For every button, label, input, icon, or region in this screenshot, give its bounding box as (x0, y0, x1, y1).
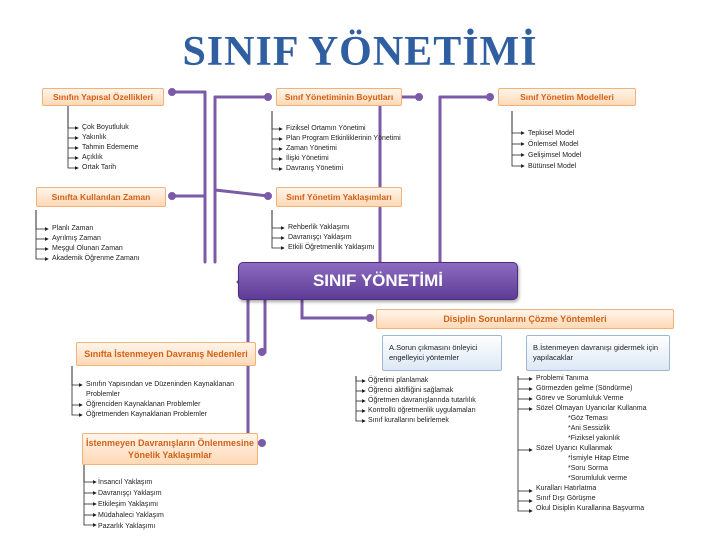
list-subitem: *Soru Sorma (568, 465, 609, 472)
node-yonetim-yaklasimlari: Sınıf Yönetim Yaklaşımları (276, 187, 402, 207)
list-item: İnsancıl Yaklaşım (98, 479, 153, 486)
list-item: Öğrenci aktifliğini sağlamak (368, 387, 454, 394)
list-subitem: *Sorumluluk verme (568, 475, 628, 482)
node-yonetim-boyutlari: Sınıf Yönetiminin Boyutları (276, 88, 402, 106)
list-item: Kuralları Hatırlatma (536, 485, 597, 492)
node-disiplin-yontemleri: Disiplin Sorunlarını Çözme Yöntemleri (376, 309, 674, 329)
list-item: Pazarlık Yaklaşımı (98, 523, 156, 530)
list-item: Sınıf kurallarını belirlemek (368, 417, 449, 424)
list-item: Önlemsel Model (528, 141, 579, 148)
list-item: Tahmin Edememe (82, 144, 139, 151)
list-subitem: *İsmiyle Hitap Etme (568, 455, 630, 462)
list-item: Sözel Olmayan Uyarıcılar Kullanma (536, 405, 647, 412)
list-item: Planlı Zaman (52, 225, 94, 232)
list-disiplin-b (536, 374, 647, 514)
list-item: İlişki Yönetimi (286, 155, 329, 162)
list-item: Öğretmen davranışlarında tutarlılık (368, 397, 476, 404)
list-item: Plan Program Etkinliklerinin Yönetimi (286, 135, 401, 142)
list-item: Fiziksel Ortamın Yönetimi (286, 125, 366, 132)
central-topic: SINIF YÖNETİMİ (238, 262, 518, 300)
list-item: Öğretimi planlamak (368, 377, 429, 384)
list-yapisal-ozellikler (82, 123, 138, 173)
list-item: Zaman Yönetimi (286, 145, 337, 152)
list-subitem: *Ani Sessizlik (568, 425, 611, 432)
node-yapisal-ozellikler: Sınıfın Yapısal Özellikleri (42, 88, 164, 106)
list-item: Öğretmenden Kaynaklanan Problemler (86, 411, 208, 418)
disiplin-a-box: A.Sorun çıkmasını önleyici engelleyici yöntemler (382, 335, 502, 371)
node-davranis-nedenleri: Sınıfta İstenmeyen Davranış Nedenleri (76, 342, 256, 366)
node-kullanilan-zaman: Sınıfta Kullanılan Zaman (36, 187, 166, 207)
list-item: Kontrollü öğretmenlik uygulamaları (368, 407, 476, 414)
list-subitem: *Göz Teması (568, 415, 608, 422)
list-item: Rehberlik Yaklaşımı (288, 224, 350, 231)
list-item: Öğrenciden Kaynaklanan Problemler (86, 401, 201, 408)
list-item: Etkili Öğretmenlik Yaklaşımı (288, 244, 375, 251)
list-item: Ortak Tarih (82, 164, 117, 171)
disiplin-b-box: B.İstenmeyen davranışı gidermek için yapılacaklar (526, 335, 670, 371)
list-item: Yakınlık (82, 134, 107, 141)
list-yonetim-yaklasimlari (288, 223, 375, 253)
list-subitem: *Fiziksel yakınlık (568, 435, 620, 442)
list-item: Müdahaleci Yaklaşım (98, 512, 164, 519)
list-yonetim-boyutlari (286, 124, 401, 174)
list-item: Davranışçı Yaklaşım (288, 234, 352, 241)
list-item: Meşgul Olunan Zaman (52, 245, 123, 252)
list-item: Bütünsel Model (528, 163, 577, 170)
list-item: Görev ve Sorumluluk Verme (536, 395, 624, 402)
list-item: Sınıfın Yapısından ve Düzeninden Kaynaklanan Problemler (86, 381, 235, 398)
list-item: Çok Boyutluluk (82, 124, 129, 131)
list-onleme-yaklasimlari (98, 477, 164, 532)
list-item: Problemi Tanıma (536, 375, 589, 382)
list-item: Tepkisel Model (528, 130, 575, 137)
list-item: Davranış Yönetimi (286, 165, 344, 172)
list-item: Davranışçı Yaklaşım (98, 490, 162, 497)
list-item: Gelişimsel Model (528, 152, 582, 159)
list-item: Ayrılmış Zaman (52, 235, 101, 242)
node-onleme-yaklasimlari: İstenmeyen Davranışların Önlenmesine Yönelik Yaklaşımlar (82, 433, 258, 465)
list-item: Görmezden gelme (Söndürme) (536, 385, 633, 392)
page-title: SINIF YÖNETİMİ (182, 29, 538, 75)
list-item: Okul Disiplin Kurallarına Başvurma (536, 505, 645, 512)
list-item: Etkileşim Yaklaşımı (98, 501, 159, 508)
list-item: Açıklık (82, 154, 103, 161)
list-item: Sözel Uyarıcı Kullanmak (536, 445, 613, 452)
list-item: Akademik Öğrenme Zamanı (52, 255, 140, 262)
list-disiplin-a (368, 376, 476, 426)
node-yonetim-modelleri: Sınıf Yönetim Modelleri (498, 88, 636, 106)
list-item: Sınıf Dışı Görüşme (536, 495, 596, 502)
list-kullanilan-zaman (52, 224, 140, 264)
list-yonetim-modelleri (528, 128, 581, 172)
list-davranis-nedenleri (86, 380, 256, 420)
